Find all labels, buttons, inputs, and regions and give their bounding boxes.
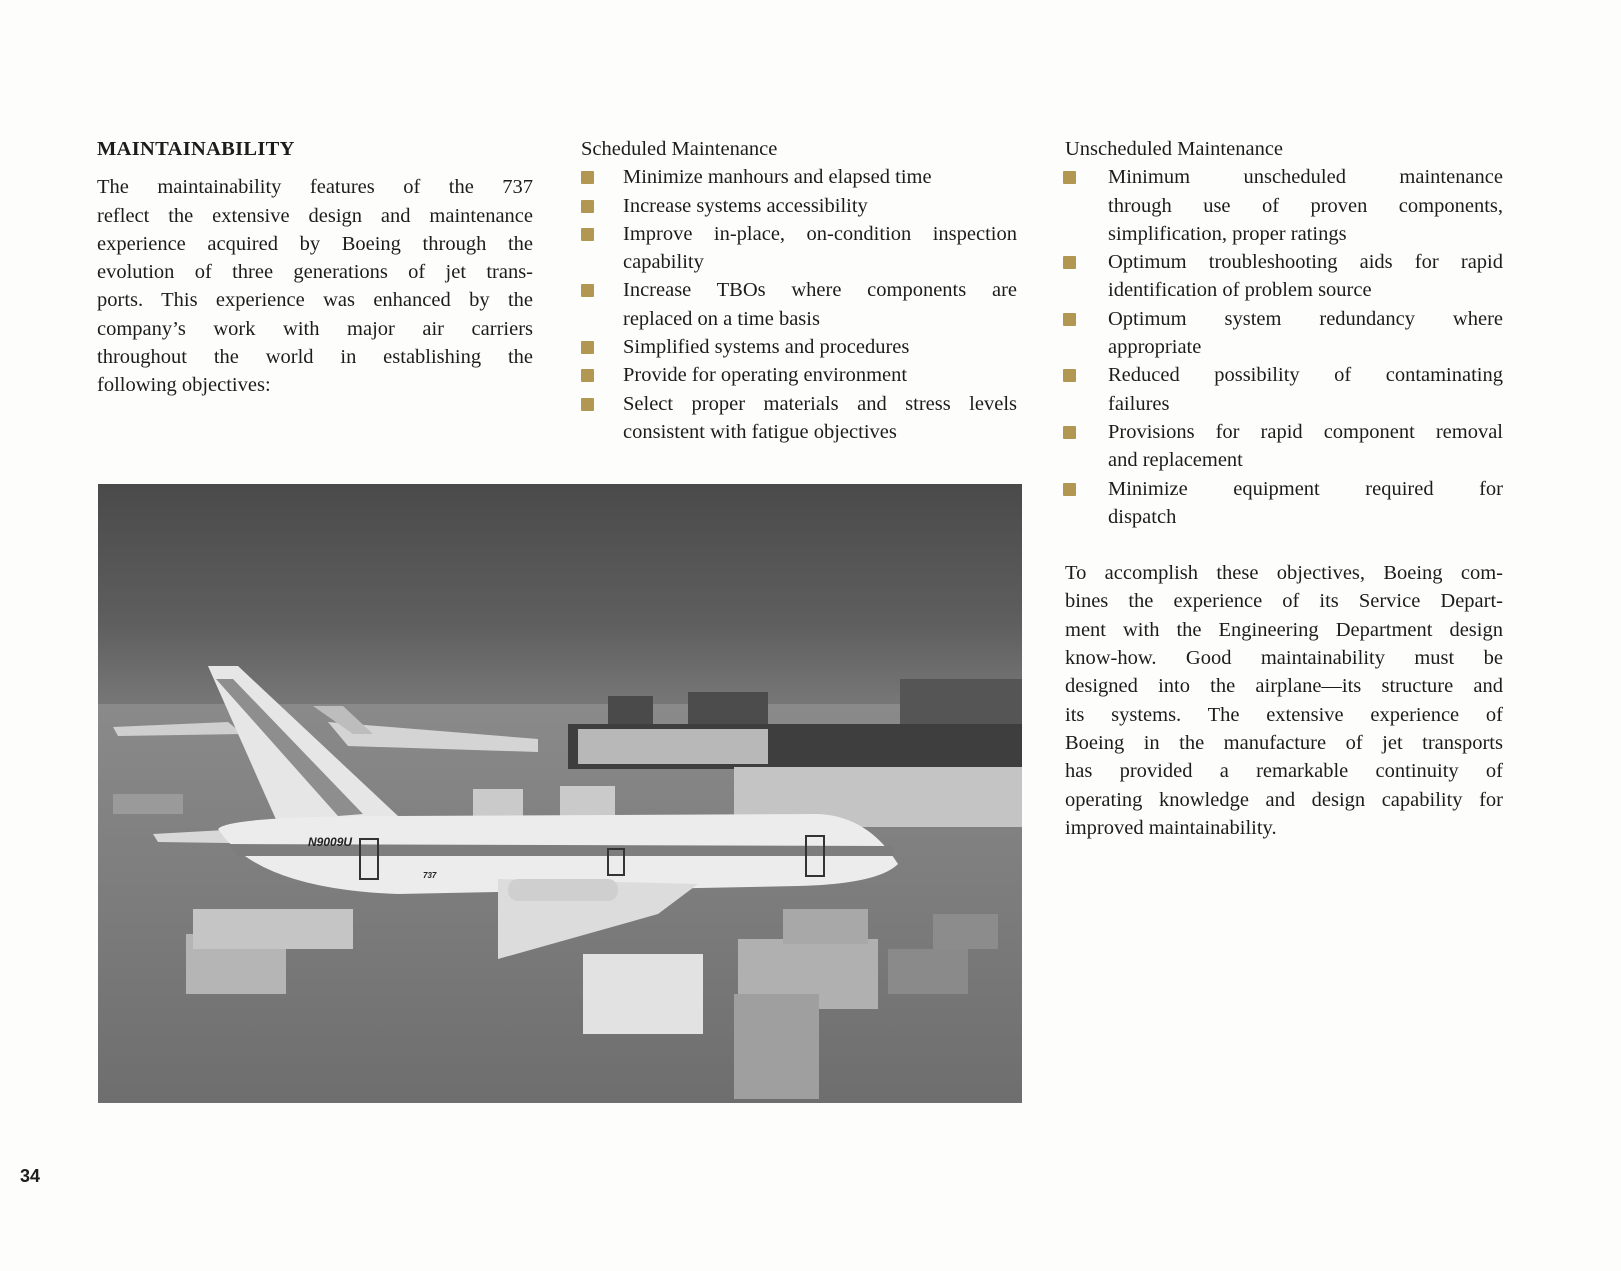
list-item xyxy=(581,220,1017,277)
text-line: reflect the extensive design and maintenance xyxy=(97,204,533,227)
model-mark: 737 xyxy=(423,871,437,880)
text-line: its systems. The extensive experience of xyxy=(1065,703,1503,726)
text-line: and replacement xyxy=(1108,449,1243,472)
text-line: Improve in-place, on-condition inspection xyxy=(623,222,1017,245)
square-bullet-icon xyxy=(1063,171,1076,184)
text-line: capability xyxy=(623,251,704,274)
text-line: Select proper materials and stress levels xyxy=(623,392,1017,415)
text-line: company’s work with major air carriers xyxy=(97,317,533,340)
text-line: consistent with fatigue objectives xyxy=(623,420,897,443)
text-line: designed into the airplane—its structure and xyxy=(1065,675,1503,698)
text-line: ment with the Engineering Department design xyxy=(1065,618,1503,641)
closing-paragraph xyxy=(1065,559,1503,842)
text-line: To accomplish these objectives, Boeing com- xyxy=(1065,562,1503,585)
square-bullet-icon xyxy=(1063,313,1076,326)
text-line: Provisions for rapid component removal xyxy=(1108,420,1503,443)
text-line: Minimize manhours and elapsed time xyxy=(623,166,932,189)
scheduled-list xyxy=(581,163,1017,446)
text-line: has provided a remarkable continuity of xyxy=(1065,760,1503,783)
text-line: throughout the world in establishing the xyxy=(97,346,533,369)
text-line: improved maintainability. xyxy=(1065,816,1277,839)
text-line: know-how. Good maintainability must be xyxy=(1065,647,1503,670)
text-line: through use of proven components, xyxy=(1108,194,1503,217)
scheduled-title: Scheduled Maintenance xyxy=(581,138,778,160)
text-line: Optimum troubleshooting aids for rapid xyxy=(1108,251,1503,274)
text-line: The maintainability features of the 737 xyxy=(97,176,533,199)
text-line: ports. This experience was enhanced by the xyxy=(97,289,533,312)
square-bullet-icon xyxy=(1063,256,1076,269)
text-line: Simplified systems and procedures xyxy=(623,336,910,359)
text-line: replaced on a time basis xyxy=(623,307,820,330)
list-item xyxy=(581,192,1017,220)
text-line: Increase systems accessibility xyxy=(623,194,868,217)
list-item xyxy=(1065,418,1503,475)
text-line: operating knowledge and design capability for xyxy=(1065,788,1503,811)
text-line: dispatch xyxy=(1108,505,1177,528)
list-item xyxy=(581,390,1017,447)
column-unscheduled-maintenance xyxy=(1065,135,1503,842)
list-item xyxy=(581,361,1017,389)
column-intro xyxy=(97,135,533,400)
text-line: bines the experience of its Service Depart- xyxy=(1065,590,1503,613)
list-item xyxy=(1065,475,1503,532)
unscheduled-list xyxy=(1065,163,1503,531)
text-line: experience acquired by Boeing through the xyxy=(97,232,533,255)
list-item xyxy=(1065,248,1503,305)
square-bullet-icon xyxy=(581,200,594,213)
text-line: Minimize equipment required for xyxy=(1108,477,1503,500)
text-line: Increase TBOs where components are xyxy=(623,279,1017,302)
text-line: identification of problem source xyxy=(1108,279,1372,302)
text-line: Boeing in the manufacture of jet transports xyxy=(1065,731,1503,754)
text-line: Optimum system redundancy where xyxy=(1108,307,1503,330)
airport-photo xyxy=(98,484,1022,1103)
intro-paragraph xyxy=(97,173,533,399)
square-bullet-icon xyxy=(1063,369,1076,382)
square-bullet-icon xyxy=(581,284,594,297)
square-bullet-icon xyxy=(581,228,594,241)
text-line: Minimum unscheduled maintenance xyxy=(1108,166,1503,189)
text-line: Provide for operating environment xyxy=(623,364,908,387)
list-item xyxy=(581,163,1017,191)
list-item xyxy=(581,333,1017,361)
text-line: evolution of three generations of jet trans- xyxy=(97,261,533,284)
square-bullet-icon xyxy=(1063,483,1076,496)
square-bullet-icon xyxy=(581,398,594,411)
text-line: failures xyxy=(1108,392,1170,415)
square-bullet-icon xyxy=(581,369,594,382)
list-item xyxy=(581,276,1017,333)
list-item xyxy=(1065,305,1503,362)
square-bullet-icon xyxy=(581,171,594,184)
square-bullet-icon xyxy=(1063,426,1076,439)
section-heading: MAINTAINABILITY xyxy=(97,138,295,160)
page-number: 34 xyxy=(20,1166,41,1186)
list-item xyxy=(1065,163,1503,248)
text-line: Reduced possibility of contaminating xyxy=(1108,364,1503,387)
unscheduled-title: Unscheduled Maintenance xyxy=(1065,138,1284,160)
text-line: simplification, proper ratings xyxy=(1108,222,1347,245)
list-item xyxy=(1065,361,1503,418)
registration-mark: N9009U xyxy=(308,835,353,849)
square-bullet-icon xyxy=(581,341,594,354)
text-line: appropriate xyxy=(1108,336,1202,359)
column-scheduled-maintenance xyxy=(581,135,1017,446)
text-line: following objectives: xyxy=(97,374,271,397)
